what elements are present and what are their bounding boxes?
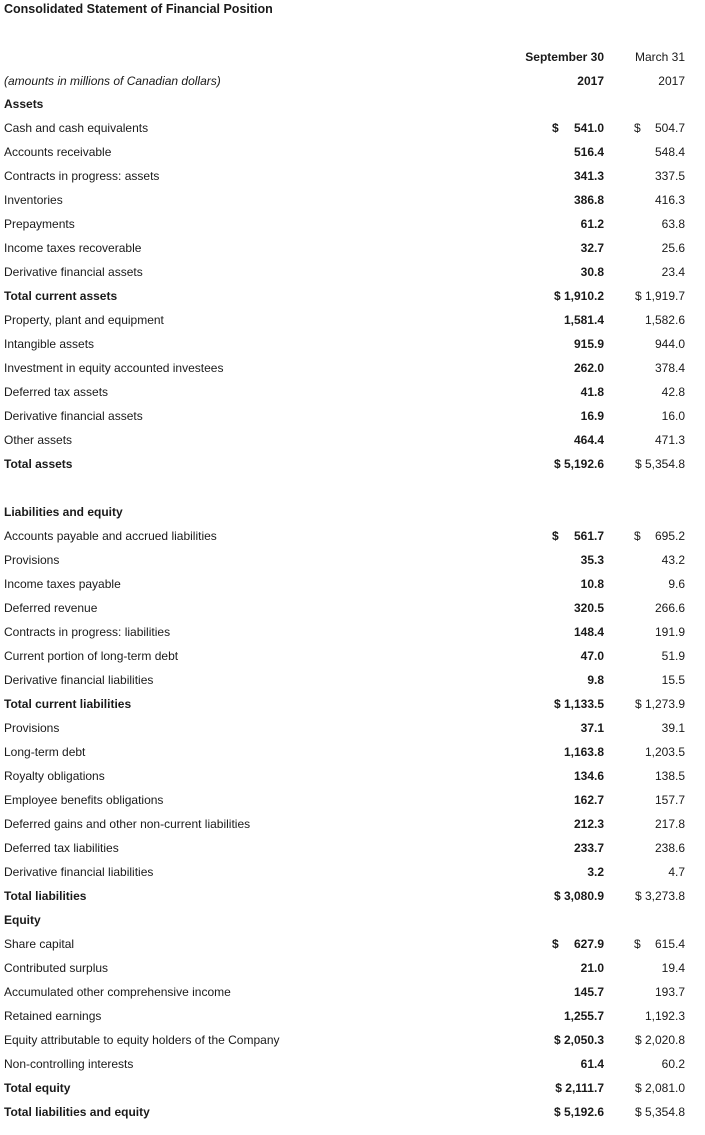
value-sep-2017: 61.2	[580, 217, 604, 231]
value-sep-2017: 148.4	[573, 625, 604, 639]
value-sep-2017: 627.9	[573, 937, 604, 951]
row-label: Contracts in progress: assets	[4, 169, 160, 183]
section-heading	[0, 92, 705, 116]
row-label: Royalty obligations	[4, 769, 105, 783]
row-label: Derivative financial assets	[4, 265, 143, 279]
table-row	[0, 572, 705, 596]
currency-symbol: $	[634, 937, 641, 951]
currency-symbol: $	[552, 121, 559, 135]
value-sep-2017: 16.9	[580, 409, 604, 423]
table-row	[0, 836, 705, 860]
row-label: Equity attributable to equity holders of the Company	[4, 1033, 280, 1047]
table-row	[0, 740, 705, 764]
value-mar-2017: 138.5	[654, 769, 685, 783]
value-sep-2017: 1,163.8	[563, 745, 604, 759]
table-row	[0, 164, 705, 188]
table-row	[0, 1004, 705, 1028]
value-mar-2017: 157.7	[654, 793, 685, 807]
section-heading-label: Equity	[4, 913, 41, 927]
value-mar-2017: $ 5,354.8	[634, 457, 685, 471]
table-row	[0, 548, 705, 572]
row-label: Cash and cash equivalents	[4, 121, 149, 135]
table-row	[0, 380, 705, 404]
value-sep-2017: 561.7	[573, 529, 604, 543]
value-mar-2017: 191.9	[654, 625, 685, 639]
table-row	[0, 140, 705, 164]
row-label: Inventories	[4, 193, 63, 207]
statement-title: Consolidated Statement of Financial Position	[4, 2, 273, 16]
section-heading-label: Assets	[4, 97, 44, 111]
value-sep-2017: 35.3	[580, 553, 604, 567]
value-sep-2017: 21.0	[580, 961, 604, 975]
row-label: Intangible assets	[4, 337, 95, 351]
value-sep-2017: 262.0	[573, 361, 604, 375]
row-label: Long-term debt	[4, 745, 86, 759]
table-row	[0, 956, 705, 980]
table-row	[0, 1028, 705, 1052]
table-row	[0, 524, 705, 548]
value-sep-2017: 541.0	[573, 121, 604, 135]
total-row	[0, 692, 705, 716]
row-label: Total assets	[4, 457, 73, 471]
value-sep-2017: $ 2,050.3	[553, 1033, 604, 1047]
value-mar-2017: 23.4	[661, 265, 685, 279]
table-row	[0, 620, 705, 644]
table-row	[0, 116, 705, 140]
value-sep-2017: 61.4	[580, 1057, 604, 1071]
row-label: Current portion of long-term debt	[4, 649, 179, 663]
value-mar-2017: 378.4	[654, 361, 685, 375]
value-mar-2017: 217.8	[654, 817, 685, 831]
column-header-period-2: March 31	[634, 50, 685, 64]
row-label: Deferred gains and other non-current liabilities	[4, 817, 251, 831]
row-label: Deferred tax assets	[4, 385, 109, 399]
value-sep-2017: 915.9	[573, 337, 604, 351]
table-row	[0, 716, 705, 740]
value-mar-2017: 1,203.5	[644, 745, 685, 759]
value-sep-2017: 320.5	[573, 601, 604, 615]
value-mar-2017: 471.3	[654, 433, 685, 447]
value-sep-2017: 9.8	[587, 673, 604, 687]
table-row	[0, 356, 705, 380]
value-mar-2017: 4.7	[668, 865, 685, 879]
value-mar-2017: 39.1	[661, 721, 685, 735]
value-mar-2017: $ 1,919.7	[634, 289, 685, 303]
row-label: Deferred revenue	[4, 601, 98, 615]
value-sep-2017: 37.1	[580, 721, 604, 735]
value-mar-2017: 695.2	[654, 529, 685, 543]
table-row	[0, 308, 705, 332]
table-row	[0, 1052, 705, 1076]
row-label: Derivative financial liabilities	[4, 673, 154, 687]
value-sep-2017: 341.3	[573, 169, 604, 183]
value-sep-2017: 233.7	[573, 841, 604, 855]
row-label: Income taxes payable	[4, 577, 121, 591]
section-heading-label: Liabilities and equity	[4, 505, 123, 519]
value-sep-2017: 41.8	[580, 385, 604, 399]
value-sep-2017: $ 1,910.2	[553, 289, 604, 303]
value-mar-2017: 193.7	[654, 985, 685, 999]
table-row	[0, 596, 705, 620]
value-mar-2017: 51.9	[661, 649, 685, 663]
total-row	[0, 884, 705, 908]
value-sep-2017: 464.4	[573, 433, 604, 447]
table-row	[0, 764, 705, 788]
row-label: Derivative financial assets	[4, 409, 143, 423]
row-label: Other assets	[4, 433, 73, 447]
section-heading	[0, 908, 705, 932]
value-mar-2017: 416.3	[654, 193, 685, 207]
row-label: Provisions	[4, 721, 60, 735]
row-label: Total current liabilities	[4, 697, 132, 711]
row-label: Non-controlling interests	[4, 1057, 134, 1071]
currency-symbol: $	[634, 529, 641, 543]
value-mar-2017: 238.6	[654, 841, 685, 855]
column-header-year-1: 2017	[577, 74, 604, 88]
row-label: Retained earnings	[4, 1009, 102, 1023]
value-mar-2017: 25.6	[661, 241, 685, 255]
amounts-note: (amounts in millions of Canadian dollars)	[4, 74, 221, 88]
row-label: Employee benefits obligations	[4, 793, 164, 807]
value-sep-2017: 145.7	[573, 985, 604, 999]
currency-symbol: $	[552, 937, 559, 951]
table-row	[0, 980, 705, 1004]
total-row	[0, 1076, 705, 1100]
value-mar-2017: 548.4	[654, 145, 685, 159]
value-sep-2017: 386.8	[573, 193, 604, 207]
value-mar-2017: 60.2	[661, 1057, 685, 1071]
row-label: Accounts receivable	[4, 145, 112, 159]
value-mar-2017: $ 5,354.8	[634, 1105, 685, 1119]
value-mar-2017: 9.6	[668, 577, 685, 591]
table-row	[0, 212, 705, 236]
value-mar-2017: 43.2	[661, 553, 685, 567]
value-sep-2017: 1,581.4	[563, 313, 604, 327]
row-label: Accumulated other comprehensive income	[4, 985, 231, 999]
row-label: Contributed surplus	[4, 961, 109, 975]
value-sep-2017: 516.4	[573, 145, 604, 159]
row-label: Derivative financial liabilities	[4, 865, 154, 879]
row-label: Prepayments	[4, 217, 75, 231]
value-mar-2017: 15.5	[661, 673, 685, 687]
total-row	[0, 452, 705, 476]
currency-symbol: $	[634, 121, 641, 135]
value-mar-2017: $ 2,020.8	[634, 1033, 685, 1047]
value-sep-2017: 1,255.7	[563, 1009, 604, 1023]
value-sep-2017: 134.6	[573, 769, 604, 783]
value-sep-2017: 10.8	[580, 577, 604, 591]
value-mar-2017: 944.0	[654, 337, 685, 351]
row-label: Income taxes recoverable	[4, 241, 142, 255]
table-row	[0, 404, 705, 428]
row-label: Investment in equity accounted investees	[4, 361, 224, 375]
value-mar-2017: 16.0	[661, 409, 685, 423]
total-row	[0, 1100, 705, 1124]
table-row	[0, 236, 705, 260]
value-mar-2017: 19.4	[661, 961, 685, 975]
value-sep-2017: 47.0	[580, 649, 604, 663]
column-header-year-2: 2017	[658, 74, 685, 88]
value-mar-2017: 337.5	[654, 169, 685, 183]
row-label: Share capital	[4, 937, 75, 951]
value-mar-2017: $ 3,273.8	[634, 889, 685, 903]
column-header-period-1: September 30	[525, 50, 604, 64]
table-row	[0, 668, 705, 692]
row-label: Total liabilities and equity	[4, 1105, 150, 1119]
table-row	[0, 932, 705, 956]
row-label: Total current assets	[4, 289, 118, 303]
table-row	[0, 428, 705, 452]
value-sep-2017: 212.3	[573, 817, 604, 831]
value-mar-2017: 1,192.3	[644, 1009, 685, 1023]
table-row	[0, 812, 705, 836]
table-row	[0, 644, 705, 668]
value-mar-2017: 42.8	[661, 385, 685, 399]
value-sep-2017: $ 5,192.6	[553, 1105, 604, 1119]
value-sep-2017: 162.7	[573, 793, 604, 807]
row-label: Provisions	[4, 553, 60, 567]
value-sep-2017: $ 5,192.6	[553, 457, 604, 471]
value-sep-2017: 3.2	[587, 865, 604, 879]
row-label: Property, plant and equipment	[4, 313, 164, 327]
value-mar-2017: 266.6	[654, 601, 685, 615]
row-label: Contracts in progress: liabilities	[4, 625, 171, 639]
value-mar-2017: 615.4	[654, 937, 685, 951]
table-row	[0, 332, 705, 356]
table-row	[0, 188, 705, 212]
table-row	[0, 860, 705, 884]
value-mar-2017: 63.8	[661, 217, 685, 231]
row-label: Accounts payable and accrued liabilities	[4, 529, 217, 543]
value-mar-2017: 1,582.6	[644, 313, 685, 327]
value-sep-2017: $ 1,133.5	[553, 697, 604, 711]
value-sep-2017: $ 3,080.9	[553, 889, 604, 903]
value-sep-2017: 30.8	[580, 265, 604, 279]
value-mar-2017: $ 1,273.9	[634, 697, 685, 711]
currency-symbol: $	[552, 529, 559, 543]
value-mar-2017: 504.7	[654, 121, 685, 135]
value-sep-2017: $ 2,111.7	[555, 1081, 604, 1095]
row-label: Total liabilities	[4, 889, 87, 903]
row-label: Deferred tax liabilities	[4, 841, 119, 855]
table-row	[0, 788, 705, 812]
total-row	[0, 284, 705, 308]
table-row	[0, 260, 705, 284]
value-mar-2017: $ 2,081.0	[634, 1081, 685, 1095]
value-sep-2017: 32.7	[580, 241, 604, 255]
section-heading	[0, 500, 705, 524]
row-label: Total equity	[4, 1081, 71, 1095]
